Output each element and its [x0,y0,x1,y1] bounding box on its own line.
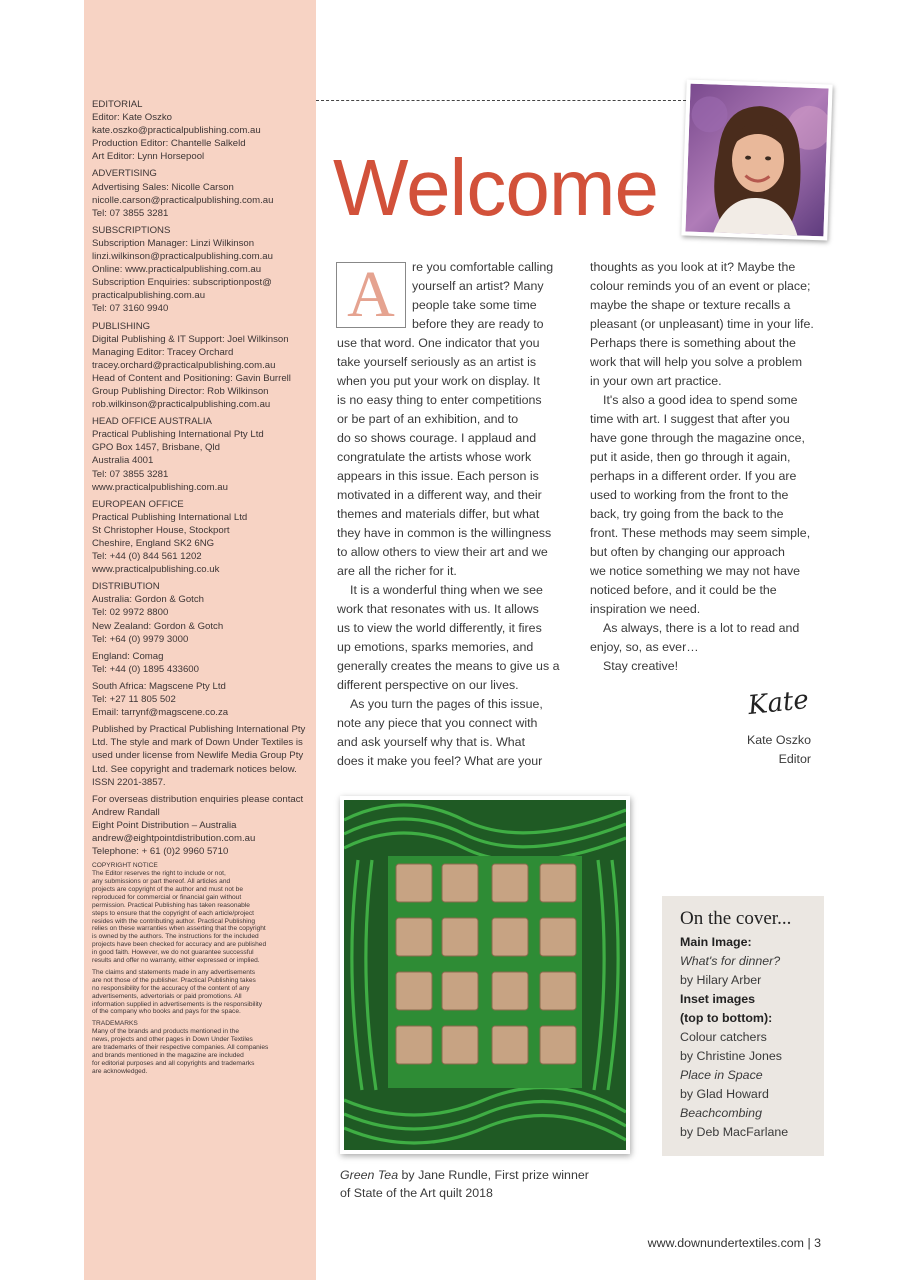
masthead-line: Ltd. See copyright and trademark notices below. [92,763,297,775]
fineprint-line: advertisements, advertorials or paid promotions. All [92,992,242,1000]
article-line: congratulate the artists whose work [337,450,532,464]
fineprint-line: news, projects and other pages in Down Under Textiles [92,1036,253,1044]
quilt-caption [340,1166,640,1202]
article-line: As you turn the pages of this issue, [350,697,543,711]
cover-main-artist: by Hilary Arber [680,973,762,987]
masthead-line: Tel: 07 3160 9940 [92,303,169,315]
article-line: work that resonates with us. It allows [337,602,539,616]
masthead-line: For overseas distribution enquiries please contact [92,793,304,805]
article-line: they have in common is the willingness [337,526,552,540]
masthead-line: used under license from Newlife Media Group Pty [92,750,304,762]
masthead-line: ISSN 2201-3857. [92,776,166,788]
masthead-line: HEAD OFFICE AUSTRALIA [92,416,212,428]
editor-credit [747,731,811,769]
article-line: Stay creative! [603,659,679,673]
article-line: perhaps in a different order. If you are [590,469,797,483]
fineprint-line: of the company who books and pays for the space. [92,1008,241,1016]
masthead-line: Online: www.practicalpublishing.com.au [92,264,262,276]
article-line: use that word. One indicator that you [337,336,540,350]
article-column-2 [590,258,830,676]
article-line: Perhaps there is something about the [590,336,796,350]
masthead-line: Head of Content and Positioning: Gavin Burrell [92,372,291,384]
cover-inset-label-order: (top to bottom): [680,1011,773,1025]
fineprint-line: steps to ensure that the copyright of each article/project [92,909,255,917]
masthead-line: andrew@eightpointdistribution.com.au [92,832,256,844]
masthead-line: Tel: +44 (0) 844 561 1202 [92,551,202,563]
masthead-advertising [92,167,314,219]
fineprint-line: are not those of the publisher. Practical Publishing takes [92,976,256,984]
trademarks-notice [92,1020,314,1075]
article-line: have gone through the magazine once, [590,431,805,445]
article-line: appears in this issue. Each person is [337,469,539,483]
masthead-line: Editor: Kate Oszko [92,112,172,124]
fineprint-line: The Editor reserves the right to include or not, [92,870,226,878]
fineprint-line: results and offer no warranty, either expressed or implied. [92,957,260,965]
caption-line-1 [340,1166,640,1184]
article-line: is no easy thing to enter competitions [337,393,542,407]
masthead-line: Art Editor: Lynn Horsepool [92,151,205,163]
masthead-line: PUBLISHING [92,320,151,332]
article-line: does it make you feel? What are your [337,754,543,768]
masthead-publishing [92,320,314,412]
masthead-line: Eight Point Distribution – Australia [92,819,237,831]
masthead-european-office [92,498,314,577]
masthead-line: New Zealand: Gordon & Gotch [92,620,224,632]
masthead-line: EUROPEAN OFFICE [92,498,184,510]
masthead-line: Advertising Sales: Nicolle Carson [92,181,234,193]
article-line: note any piece that you connect with [337,716,538,730]
article-line: we notice something we may not have [590,564,801,578]
article-line: back, try going from the back to the [590,507,784,521]
article-line: colour reminds you of an event or place; [590,279,811,293]
fineprint-line: TRADEMARKS [92,1020,138,1028]
masthead-line: Digital Publishing & IT Support: Joel Wilkinson [92,333,289,345]
cover-inset-2-artist: by Glad Howard [680,1087,769,1101]
masthead-line: Tel: +64 (0) 9979 3000 [92,633,189,645]
article-line: enjoy, so, as ever… [590,640,699,654]
masthead-line: GPO Box 1457, Brisbane, Qld [92,442,220,454]
fineprint-line: no responsibility for the accuracy of the content of any [92,984,250,992]
masthead-line: Email: tarrynf@magscene.co.za [92,707,229,719]
fineprint-line: resides with the contributing author. Practical Publishing [92,917,256,925]
masthead-line: Practical Publishing International Ltd [92,511,248,523]
article-line: yourself an artist? Many [412,279,544,293]
editor-photo [681,79,832,240]
article-line: but often by changing our approach [590,545,785,559]
fineprint-line: COPYRIGHT NOTICE [92,862,158,870]
masthead-line: Telephone: + 61 (0)2 9960 5710 [92,846,229,858]
masthead-line: EDITORIAL [92,99,143,110]
fineprint-line: in good faith. However, we do not guarantee successful [92,949,254,957]
article-line: inspiration we need. [590,602,701,616]
article-line: or be part of an exhibition, and to [337,412,519,426]
article-line: put it aside, then go through it again, [590,450,791,464]
masthead-line: ADVERTISING [92,168,157,180]
cover-inset-1-title: Colour catchers [680,1030,767,1044]
article-line: generally creates the means to give us a [337,659,560,673]
fineprint-line: projects are copyright of the author and must not be [92,885,244,893]
article-line: different perspective on our lives. [337,678,519,692]
cover-inset-3-artist: by Deb MacFarlane [680,1125,789,1139]
masthead-subscriptions [92,224,314,316]
masthead-line: Production Editor: Chantelle Salkeld [92,138,246,150]
article-line: work that will help you solve a problem [590,355,803,369]
article-line: time with art. I suggest that after you [590,412,790,426]
fineprint-line: relies on these warranties when asserting that the copyright [92,925,266,933]
caption-line-2: of State of the Art quilt 2018 [340,1186,493,1200]
quilt-photo [340,796,630,1154]
masthead-distribution-england [92,650,314,676]
editor-portrait-image [685,84,828,237]
masthead-line: tracey.orchard@practicalpublishing.com.au [92,359,276,371]
article-line: It's also a good idea to spend some [603,393,798,407]
caption-artwork-title: Green Tea [340,1168,399,1182]
masthead-line: linzi.wilkinson@practicalpublishing.com.au [92,251,273,263]
fineprint-line: any submissions or part thereof. All articles and [92,877,231,885]
fineprint-line: are acknowledged. [92,1067,148,1075]
page-footer: www.downundertextiles.com | 3 [647,1236,821,1250]
masthead-line: practicalpublishing.com.au [92,290,206,302]
masthead-line: Subscription Enquiries: subscriptionpost@ [92,277,272,289]
cover-inset-1-artist: by Christine Jones [680,1049,782,1063]
fineprint-line: projects have been checked for accuracy and are published [92,941,267,949]
masthead-line: Managing Editor: Tracey Orchard [92,346,234,358]
article-line: thoughts as you look at it? Maybe the [590,260,796,274]
masthead-line: DISTRIBUTION [92,581,160,593]
masthead-line: Tel: +44 (0) 1895 433600 [92,663,199,675]
masthead-overseas [92,793,314,858]
article-line: before they are ready to [412,317,544,331]
fineprint-line: are trademarks of their respective companies. All companies [92,1044,269,1052]
article-line: and ask yourself why that is. What [337,735,526,749]
article-line: when you put your work on display. It [337,374,540,388]
article-line: pleasant (or unpleasant) time in your life. [590,317,814,331]
fineprint-line: and brands mentioned in the magazine are included [92,1052,244,1059]
article-line: front. These methods may seem simple, [590,526,811,540]
article-line: motivated in a different way, and their [337,488,542,502]
masthead-line: Ltd. The style and mark of Down Under Textiles is [92,737,303,749]
masthead-line: England: Comag [92,650,164,662]
article-line: do so shows courage. I applaud and [337,431,537,445]
masthead-line: kate.oszko@practicalpublishing.com.au [92,125,261,137]
cover-main-label: Main Image: [680,935,752,949]
masthead-line: Australia 4001 [92,455,154,467]
editor-signature: Kate [746,684,811,722]
masthead-line: Cheshire, England SK2 6NG [92,538,215,549]
masthead-line: Tel: 02 9972 8800 [92,607,169,619]
article-line: are all the richer for it. [337,564,457,578]
article-line: It is a wonderful thing when we see [350,583,543,597]
masthead-line: Subscription Manager: Linzi Wilkinson [92,237,255,249]
page-title: Welcome [333,143,658,232]
masthead-head-office [92,415,314,494]
masthead-line: Tel: 07 3855 3281 [92,468,169,480]
masthead-line: Australia: Gordon & Gotch [92,594,204,606]
masthead-line: www.practicalpublishing.com.au [92,481,228,493]
fineprint-line: is owned by the authors. The instructions for the included [92,933,259,941]
masthead-line: Group Publishing Director: Rob Wilkinson [92,385,269,397]
advertising-disclaimer [92,969,314,1016]
masthead-line: nicolle.carson@practicalpublishing.com.au [92,194,274,206]
masthead-line: rob.wilkinson@practicalpublishing.com.au [92,399,271,411]
masthead-text [92,98,314,1080]
article-column-1 [337,258,573,771]
fineprint-line: The claims and statements made in any advertisements [92,968,256,976]
editor-role: Editor [778,752,811,766]
masthead-line: SUBSCRIPTIONS [92,224,171,236]
article-line: up emotions, sparks memories, and [337,640,534,654]
fineprint-line: reproduced for commercial or financial gain without [92,893,242,901]
cover-inset-label: Inset images [680,992,756,1006]
masthead-line: St Christopher House, Stockport [92,524,230,536]
article-line: us to view the world differently, it fires [337,621,542,635]
green-tea-quilt-image [344,800,626,1150]
drop-cap: A [336,262,406,328]
masthead-line: Tel: +27 11 805 502 [92,694,176,706]
masthead-publisher-note [92,723,314,788]
fineprint-line: permission. Practical Publishing has taken reasonable [92,901,250,909]
fineprint-line: Many of the brands and products mentioned in the [92,1028,239,1036]
article-line: maybe the shape or texture recalls a [590,298,791,312]
article-line: in your own art practice. [590,374,722,388]
on-the-cover-box [662,896,824,1156]
masthead-line: Practical Publishing International Pty Ltd [92,429,264,441]
fineprint-line: information supplied in advertisements is the responsibility [92,1000,263,1008]
caption-credit: by Jane Rundle, First prize winner [398,1168,589,1182]
dashed-rule [316,100,686,101]
masthead-distribution [92,580,314,645]
cover-inset-2-title: Place in Space [680,1068,763,1082]
masthead-distribution-south-africa [92,680,314,719]
article-line: used to working from the front to the [590,488,789,502]
copyright-notice [92,862,314,965]
article-line: take yourself seriously as an artist is [337,355,537,369]
article-line: As always, there is a lot to read and [603,621,800,635]
article-line: themes and materials differ, but what [337,507,540,521]
masthead-line: Tel: 07 3855 3281 [92,207,169,219]
cover-box-title: On the cover... [680,908,792,929]
fineprint-line: for editorial purposes and all copyrights and trademarks [92,1059,255,1067]
editor-name: Kate Oszko [746,733,811,747]
article-line: people take some time [412,298,537,312]
masthead-editorial [92,98,314,163]
cover-inset-3-title: Beachcombing [680,1106,762,1120]
masthead-line: Published by Practical Publishing International Pty [92,724,306,736]
article-line: to allow others to view their art and we [337,545,548,559]
masthead-line: www.practicalpublishing.co.uk [92,564,220,576]
article-line: re you comfortable calling [412,260,554,274]
article-line: noticed before, and it could be the [590,583,777,597]
masthead-line: Andrew Randall [92,806,160,818]
cover-main-title: What's for dinner? [680,954,781,968]
masthead-line: South Africa: Magscene Pty Ltd [92,680,226,692]
